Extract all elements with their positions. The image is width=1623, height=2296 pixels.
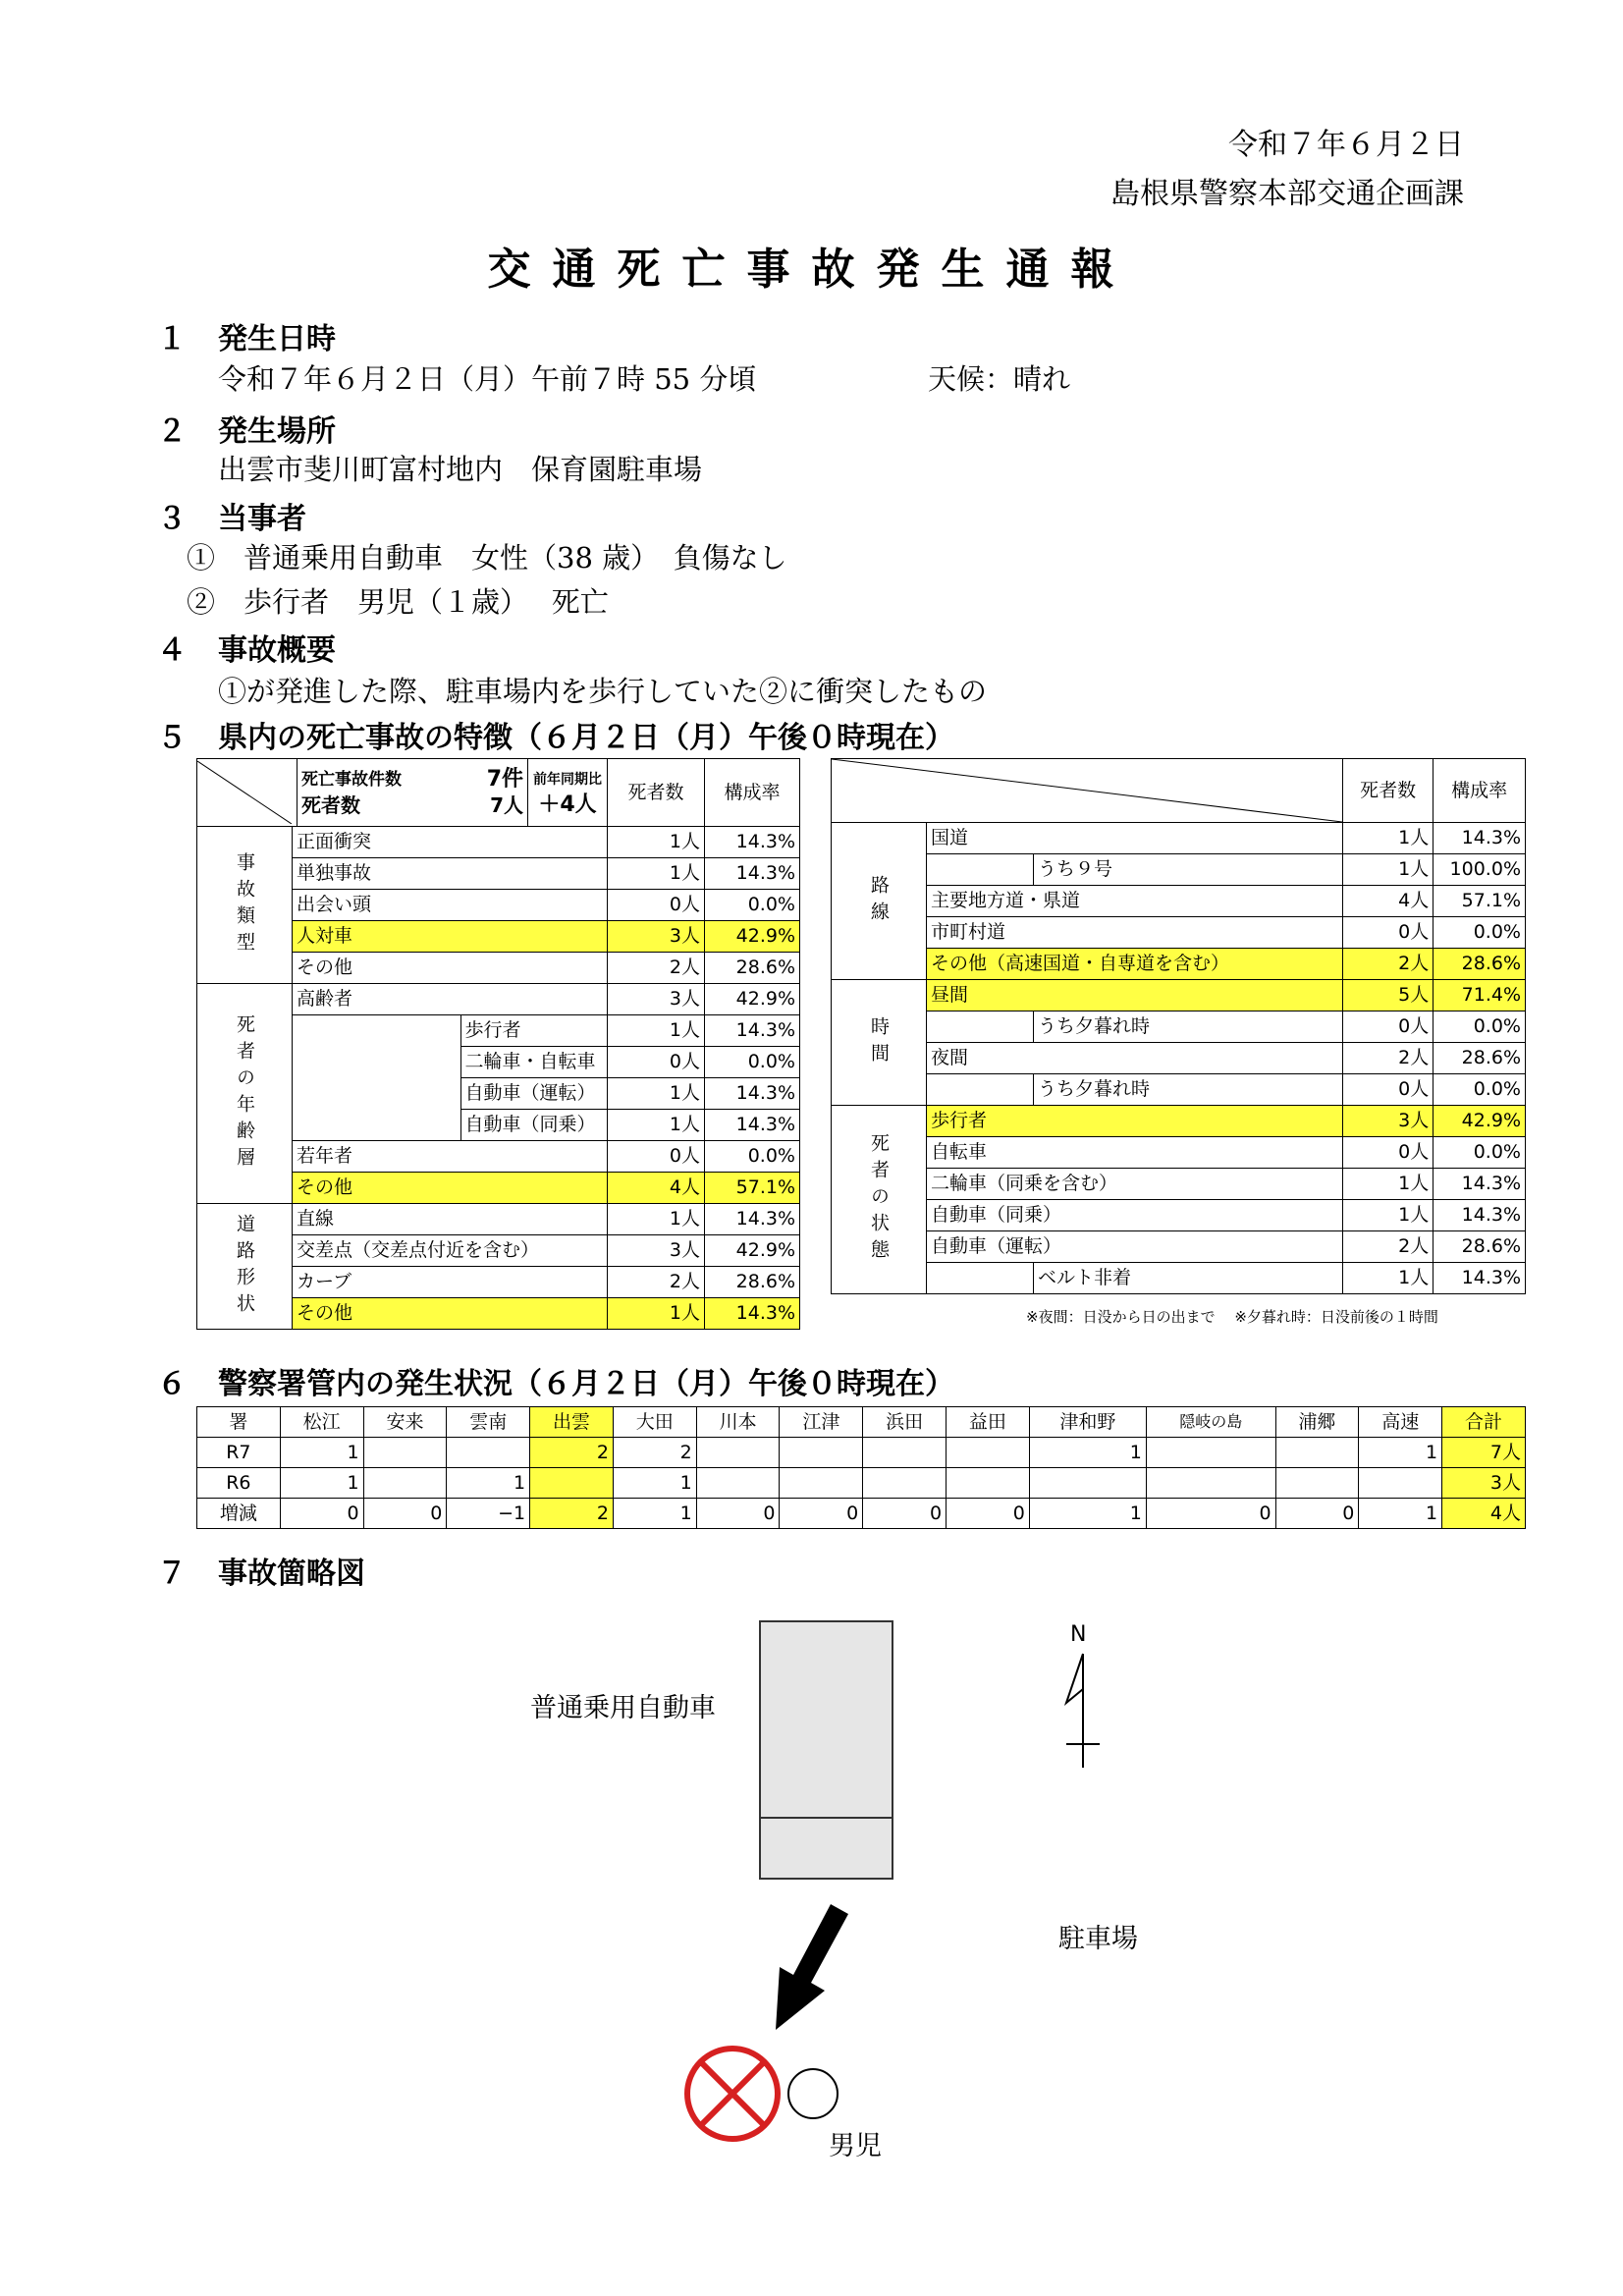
station-cell: 1 — [1029, 1499, 1146, 1529]
station-cell: 2 — [530, 1438, 614, 1468]
col-dead: 死者数 — [608, 759, 705, 827]
row-label: 市町村道 — [927, 917, 1343, 949]
row-ratio: 42.9% — [705, 1235, 800, 1267]
row-dead: 0人 — [608, 1141, 705, 1173]
group-time: 時間 — [832, 980, 927, 1106]
row-dead: 1人 — [1343, 1169, 1434, 1200]
row-dead: 0人 — [1343, 1137, 1434, 1169]
row-label: 自動車（同乗） — [927, 1200, 1343, 1231]
row-label: うち夕暮れ時 — [1034, 1074, 1343, 1106]
row-dead: 3人 — [608, 921, 705, 953]
row-dead: 5人 — [1343, 980, 1434, 1011]
row-ratio: 42.9% — [705, 921, 800, 953]
row-ratio: 100.0% — [1434, 854, 1526, 886]
row-ratio: 0.0% — [1434, 1011, 1526, 1043]
direction-arrow-icon — [746, 1900, 854, 2034]
party-2: ② 歩行者 男児（１歳） 死亡 — [187, 585, 609, 619]
row-dead: 1人 — [608, 1110, 705, 1141]
row-ratio: 14.3% — [705, 1078, 800, 1110]
section-1-heading: １ 発生日時 — [157, 322, 336, 356]
station-cell — [363, 1438, 447, 1468]
station-header-cell: 出雲 — [530, 1407, 614, 1438]
station-cell: 0 — [780, 1499, 863, 1529]
row-dead: 4人 — [608, 1173, 705, 1204]
station-cell — [863, 1438, 947, 1468]
station-cell: 3人 — [1442, 1468, 1526, 1499]
row-label: 人対車 — [293, 921, 608, 953]
row-dead: 0人 — [608, 890, 705, 921]
station-row-r6 — [197, 1468, 1526, 1499]
child-label: 男児 — [829, 2131, 882, 2161]
station-header-cell: 浦郷 — [1275, 1407, 1359, 1438]
group-victim-state: 死者の状態 — [832, 1106, 927, 1294]
row-dead: 1人 — [608, 827, 705, 858]
group-route: 路線 — [832, 823, 927, 980]
row-label: 昼間 — [927, 980, 1343, 1011]
station-header-cell: 雲南 — [447, 1407, 530, 1438]
row-ratio: 0.0% — [705, 1047, 800, 1078]
station-cell: 4人 — [1442, 1499, 1526, 1529]
station-cell — [1146, 1438, 1275, 1468]
row-ratio: 14.3% — [705, 1110, 800, 1141]
station-cell — [780, 1438, 863, 1468]
row-label: 高齢者 — [293, 984, 608, 1015]
station-header-row — [197, 1407, 1526, 1438]
section-6-heading: ６ 警察署管内の発生状況（６月２日（月）午後０時現在） — [157, 1367, 954, 1401]
station-header-cell: 大田 — [613, 1407, 696, 1438]
row-ratio: 0.0% — [1434, 1137, 1526, 1169]
row-dead: 3人 — [608, 984, 705, 1015]
row-ratio: 14.3% — [1434, 823, 1526, 854]
station-row-r7 — [197, 1438, 1526, 1468]
row-ratio: 28.6% — [1434, 1043, 1526, 1074]
station-cell: 1 — [613, 1468, 696, 1499]
row-dead: 1人 — [1343, 1263, 1434, 1294]
station-table — [196, 1406, 1526, 1529]
row-label: その他 — [293, 1298, 608, 1330]
row-dead: 3人 — [1343, 1106, 1434, 1137]
station-row-label: 増減 — [197, 1499, 281, 1529]
diagonal-header-cell — [197, 759, 298, 827]
row-label: カーブ — [293, 1267, 608, 1298]
occurrence-datetime: 令和７年６月２日（月）午前７時 55 分頃 — [218, 362, 757, 396]
row-dead: 0人 — [608, 1047, 705, 1078]
row-dead: 0人 — [1343, 917, 1434, 949]
north-arrow-icon: N — [1060, 1622, 1100, 1770]
row-label: 出会い頭 — [293, 890, 608, 921]
station-cell: 0 — [363, 1499, 447, 1529]
child-marker-icon — [785, 2066, 840, 2121]
station-cell: 0 — [947, 1499, 1030, 1529]
row-dead: 0人 — [1343, 1011, 1434, 1043]
section-3-heading: ３ 当事者 — [157, 502, 306, 536]
station-cell: 1 — [1359, 1499, 1442, 1529]
station-header-cell: 安来 — [363, 1407, 447, 1438]
station-cell — [1146, 1468, 1275, 1499]
station-cell — [780, 1468, 863, 1499]
section-2-heading: ２ 発生場所 — [157, 414, 336, 449]
row-label: 歩行者 — [927, 1106, 1343, 1137]
row-label: ベルト非着 — [1034, 1263, 1343, 1294]
station-cell: 1 — [280, 1468, 363, 1499]
indent-cell — [927, 1074, 1034, 1106]
col-ratio: 構成率 — [705, 759, 800, 827]
fatality-mark-icon — [681, 2043, 787, 2149]
row-label: 交差点（交差点付近を含む） — [293, 1235, 608, 1267]
indent-cell — [927, 1263, 1034, 1294]
row-ratio: 0.0% — [1434, 1074, 1526, 1106]
diagonal-header-cell — [832, 759, 1343, 823]
row-label: 自動車（同乗） — [460, 1110, 608, 1141]
station-cell: 7人 — [1442, 1438, 1526, 1468]
row-label: 二輪車・自転車 — [460, 1047, 608, 1078]
station-cell: 0 — [1275, 1499, 1359, 1529]
row-ratio: 28.6% — [705, 1267, 800, 1298]
row-label: 単独事故 — [293, 858, 608, 890]
station-cell — [447, 1438, 530, 1468]
station-cell — [1359, 1468, 1442, 1499]
station-row-diff — [197, 1499, 1526, 1529]
station-header-cell: 益田 — [947, 1407, 1030, 1438]
row-label: その他 — [293, 953, 608, 984]
row-label: 主要地方道・県道 — [927, 886, 1343, 917]
prev-year-cell: 前年同期比 ＋4人 — [528, 759, 608, 827]
row-label: その他 — [293, 1173, 608, 1204]
station-header-cell: 浜田 — [863, 1407, 947, 1438]
row-dead: 0人 — [1343, 1074, 1434, 1106]
group-road-shape: 道路形状 — [197, 1204, 293, 1330]
row-ratio: 28.6% — [705, 953, 800, 984]
row-ratio: 42.9% — [1434, 1106, 1526, 1137]
col-dead: 死者数 — [1343, 759, 1434, 823]
row-ratio: 14.3% — [705, 858, 800, 890]
row-dead: 3人 — [608, 1235, 705, 1267]
row-ratio: 71.4% — [1434, 980, 1526, 1011]
row-ratio: 57.1% — [1434, 886, 1526, 917]
indent-cell — [293, 1015, 461, 1141]
station-cell — [696, 1438, 780, 1468]
row-dead: 4人 — [1343, 886, 1434, 917]
footnote: ※夜間：日没から日の出まで ※夕暮れ時：日没前後の１時間 — [1026, 1308, 1438, 1326]
station-cell — [947, 1438, 1030, 1468]
station-cell — [530, 1468, 614, 1499]
station-cell — [1275, 1468, 1359, 1499]
row-ratio: 42.9% — [705, 984, 800, 1015]
report-date: 令和７年６月２日 — [1228, 128, 1464, 162]
row-ratio: 14.3% — [705, 827, 800, 858]
row-label: 若年者 — [293, 1141, 608, 1173]
row-ratio: 0.0% — [705, 890, 800, 921]
station-header-cell: 川本 — [696, 1407, 780, 1438]
row-ratio: 0.0% — [1434, 917, 1526, 949]
row-dead: 1人 — [1343, 854, 1434, 886]
stats-table-left — [196, 758, 800, 1330]
row-dead: 1人 — [608, 858, 705, 890]
station-cell: 0 — [280, 1499, 363, 1529]
row-label: 夜間 — [927, 1043, 1343, 1074]
row-dead: 1人 — [608, 1015, 705, 1047]
row-ratio: 0.0% — [705, 1141, 800, 1173]
station-cell: 0 — [696, 1499, 780, 1529]
row-label: 自転車 — [927, 1137, 1343, 1169]
station-cell — [363, 1468, 447, 1499]
row-ratio: 14.3% — [1434, 1200, 1526, 1231]
station-cell: 0 — [863, 1499, 947, 1529]
row-dead: 2人 — [608, 1267, 705, 1298]
row-label: 二輪車（同乗を含む） — [927, 1169, 1343, 1200]
accident-summary: ①が発進した際、駐車場内を歩行していた②に衝突したもの — [218, 675, 988, 708]
station-cell: 2 — [530, 1499, 614, 1529]
station-header-cell: 松江 — [280, 1407, 363, 1438]
row-dead: 2人 — [608, 953, 705, 984]
page-title: 交通死亡事故発生通報 — [487, 245, 1136, 295]
row-label: 国道 — [927, 823, 1343, 854]
group-accident-type: 事故類型 — [197, 827, 293, 984]
car-label: 普通乗用自動車 — [530, 1693, 716, 1723]
case-summary-cell: 死亡事故件数 7件 死者数 7人 — [298, 759, 528, 827]
section-5-heading: ５ 県内の死亡事故の特徴（６月２日（月）午後０時現在） — [157, 721, 954, 755]
occurrence-place: 出雲市斐川町富村地内 保育園駐車場 — [218, 453, 703, 486]
station-cell: 2 — [613, 1438, 696, 1468]
row-ratio: 14.3% — [1434, 1169, 1526, 1200]
indent-cell — [927, 854, 1034, 886]
row-dead: 2人 — [1343, 949, 1434, 980]
station-cell: 1 — [1029, 1438, 1146, 1468]
row-ratio: 14.3% — [705, 1015, 800, 1047]
station-cell: 0 — [1146, 1499, 1275, 1529]
row-label: 自動車（運転） — [927, 1231, 1343, 1263]
station-header-cell: 津和野 — [1029, 1407, 1146, 1438]
station-row-label: R7 — [197, 1438, 281, 1468]
station-cell: 1 — [280, 1438, 363, 1468]
station-header-cell: 署 — [197, 1407, 281, 1438]
row-ratio: 28.6% — [1434, 949, 1526, 980]
row-ratio: 14.3% — [1434, 1263, 1526, 1294]
row-dead: 1人 — [1343, 1200, 1434, 1231]
station-header-cell: 江津 — [780, 1407, 863, 1438]
row-label: 直線 — [293, 1204, 608, 1235]
indent-cell — [927, 1011, 1034, 1043]
station-row-label: R6 — [197, 1468, 281, 1499]
station-cell — [696, 1468, 780, 1499]
row-ratio: 14.3% — [705, 1298, 800, 1330]
row-dead: 1人 — [608, 1204, 705, 1235]
group-age: 死者の年齢層 — [197, 984, 293, 1204]
station-header-cell: 隠岐の島 — [1146, 1407, 1275, 1438]
station-cell: 1 — [1359, 1438, 1442, 1468]
parking-lot-label: 駐車場 — [1058, 1924, 1138, 1954]
party-1: ① 普通乗用自動車 女性（38 歳） 負傷なし — [187, 541, 787, 574]
row-dead: 2人 — [1343, 1231, 1434, 1263]
station-header-cell: 高速 — [1359, 1407, 1442, 1438]
row-label: 歩行者 — [460, 1015, 608, 1047]
row-dead: 2人 — [1343, 1043, 1434, 1074]
section-4-heading: ４ 事故概要 — [157, 633, 336, 668]
stats-table-right — [831, 758, 1526, 1294]
section-7-heading: ７ 事故箇略図 — [157, 1557, 365, 1591]
station-cell: −1 — [447, 1499, 530, 1529]
car-shape — [759, 1620, 893, 1880]
station-cell — [1029, 1468, 1146, 1499]
col-ratio: 構成率 — [1434, 759, 1526, 823]
station-cell — [1275, 1438, 1359, 1468]
issuing-organization: 島根県警察本部交通企画課 — [1110, 177, 1464, 211]
station-cell: 1 — [447, 1468, 530, 1499]
station-header-cell: 合計 — [1442, 1407, 1526, 1438]
station-cell — [863, 1468, 947, 1499]
row-label: 正面衝突 — [293, 827, 608, 858]
weather: 天候：晴れ — [928, 362, 1071, 396]
row-dead: 1人 — [608, 1298, 705, 1330]
row-ratio: 14.3% — [705, 1204, 800, 1235]
row-dead: 1人 — [1343, 823, 1434, 854]
row-label: うち９号 — [1034, 854, 1343, 886]
station-cell — [947, 1468, 1030, 1499]
row-ratio: 57.1% — [705, 1173, 800, 1204]
row-label: その他（高速国道・自専道を含む） — [927, 949, 1343, 980]
row-label: うち夕暮れ時 — [1034, 1011, 1343, 1043]
row-label: 自動車（運転） — [460, 1078, 608, 1110]
row-dead: 1人 — [608, 1078, 705, 1110]
row-ratio: 28.6% — [1434, 1231, 1526, 1263]
station-cell: 1 — [613, 1499, 696, 1529]
